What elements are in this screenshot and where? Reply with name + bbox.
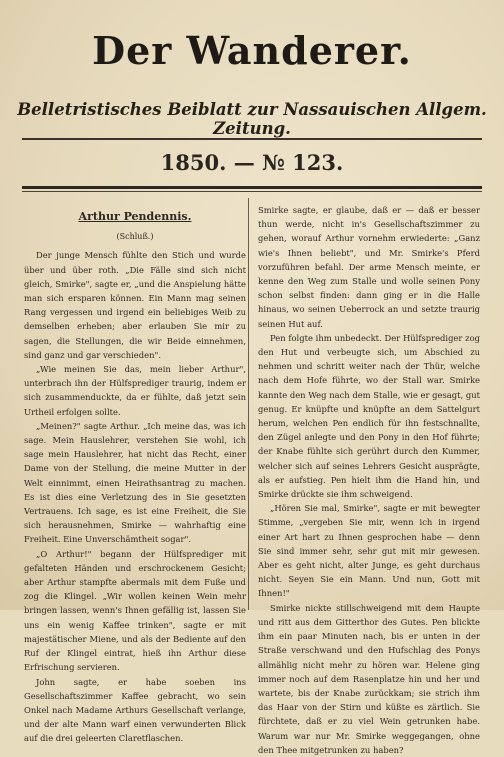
column-divider (248, 198, 249, 610)
masthead-title: Der Wanderer. (92, 28, 412, 73)
header-rule (22, 186, 482, 189)
right-column (258, 203, 480, 755)
paragraph: „O Arthur!" begann der Hülfsprediger mit gefalteten Händen und erschrockenem Gesicht; aber Arthur stampfte abermals mit dem Fuße und zog die Klingel. „Wir wollen keinen Wein mehr bringen lassen, wenn's Ihnen gefällig ist, lassen Sie uns ein wenig Kaffee trinken", sagte er mit majestätischer Miene, und als der Bediente auf den Ruf der Klingel eintrat, hieß ihn Arthur diese Erfrischung servieren. (24, 548, 246, 673)
article-note: (Schluß.) (116, 232, 154, 242)
paragraph: Pen folgte ihm unbedeckt. Der Hülfsprediger zog den Hut und verbeugte sich, um Abschied zu nehmen und schritt weiter nach der Thür, welche nach dem Hofe führte, wo der Stall war. Smirke kannte den Weg nach dem Stalle, wie er gesagt, gut genug. Er knüpfte und knüpfte an dem Sattelgurt herum, welchen Pen endlich für ihn festschnallte, den Zügel anlegte und den Pony in den Hof führte; der Knabe fühlte sich gerührt durch den Kummer, welcher sich auf seines Lehrers Gesicht ausprägte, als er aufstieg. Pen hielt ihm die Hand hin, und Smirke drückte sie ihm schweigend. (258, 332, 480, 500)
paragraph: John sagte, er habe soeben ins Gesellschaftszimmer Kaffee gebracht, wo sein Onkel nach Madame Arthurs Gesellschaft verlange, und der alte Mann warf einen verwunderten Blick auf die drei geleerten Claretflaschen. (24, 676, 246, 744)
header-rule-thin (22, 191, 482, 192)
paragraph: Smirke sagte, er glaube, daß er — daß er besser thun werde, nicht in's Gesellschaftszimmer zu gehen, worauf Arthur vornehm erwiederte: „Ganz wie's Ihnen beliebt", und Mr. Smirke's Pferd vorzuführen befahl. Der arme Mensch meinte, er kenne den Weg zum Stalle und wolle seinen Pony schon selbst finden: dann ging er in die Halle hinaus, wo seinen Ueberrock an und setzte traurig seinen Hut auf. (258, 205, 480, 329)
paragraph: Der junge Mensch fühlte den Stich und wurde über und über roth. „Die Fälle sind sich nicht gleich, Smirke", sagte er, „und die Anspielung hätte man sich ersparen können. Ein Mann mag seinen Rang vergessen und irgend ein beliebiges Weib zu demselben erheben; aber erlauben Sie mir zu sagen, die Stellungen, die wir Beide einnehmen, sind ganz und gar verschieden". (24, 250, 246, 360)
masthead-subtitle: Belletristisches Beiblatt zur Nassauischen Allgem. Zeitung. (17, 100, 487, 138)
paragraph: „Wie meinen Sie das, mein lieber Arthur", unterbrach ihn der Hülfsprediger traurig, indem er sich zusammenduckte, da er fühlte, daß jetzt sein Urtheil erfolgen sollte. (24, 364, 246, 417)
left-column (24, 200, 246, 744)
issue-number: 1850. — № 123. (160, 150, 344, 175)
article-title: Arthur Pendennis. (78, 210, 192, 223)
paragraph: „Meinen?" sagte Arthur. „Ich meine das, was ich sage. Mein Hauslehrer, verstehen Sie wohl, ich sage mein Hauslehrer, hat nicht das Recht, einer Dame von der Stellung, die meine Mutter in der Welt einnimmt, einen Heirathsantrag zu machen. Es ist dies eine Verletzung des in Sie gesetzten Vertrauens. Ich sage, es ist eine Freiheit, die Sie sich herausnehmen, Smirke — wahrhaftig eine Freiheit. Eine Unverschämtheit sogar". (24, 420, 246, 545)
paragraph: Smirke nickte stillschweigend mit dem Haupte und ritt aus dem Gitterthor des Gutes. Pen blickte ihm ein paar Minuten nach, bis er unten in der Straße verschwand und den Hufschlag des Ponys allmählig nicht mehr zu hören war. Helene ging immer noch auf dem Rasenplatze hin und her und wartete, bis der Knabe zurückkam; sie strich ihm das Haar von der Stirn und küßte es zärtlich. Sie fürchtete, daß er zu viel Wein getrunken habe. Warum war nur Mr. Smirke weggegangen, ohne den Thee mitgetrunken zu haben? (258, 602, 480, 755)
top-rule (22, 138, 482, 140)
paragraph: „Hören Sie mal, Smirke", sagte er mit bewegter Stimme, „vergeben Sie mir, wenn ich in irgend einer Art hart zu Ihnen gesprochen habe — denn Sie sind immer sehr, sehr gut mit mir gewesen. Aber es geht nicht, alter Junge, es geht durchaus nicht. Seyen Sie ein Mann. Und nun, Gott mit Ihnen!" (258, 503, 480, 599)
